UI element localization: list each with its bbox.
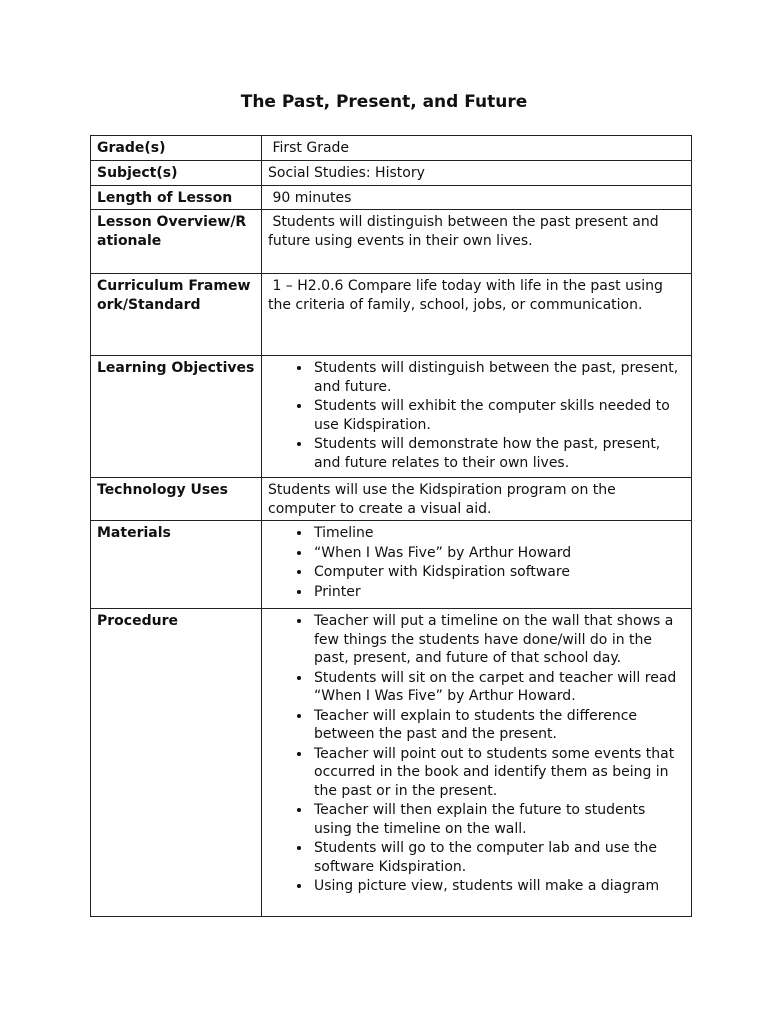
row-value-objectives	[262, 356, 692, 478]
row-value-procedure	[262, 609, 692, 917]
list-item: • “When I Was Five” by Arthur Howard	[312, 544, 685, 563]
row-label-grade: Grade(s)	[91, 136, 262, 161]
row-label-length: Length of Lesson	[91, 185, 262, 210]
row-value-grade: First Grade	[262, 136, 692, 161]
row-value-materials	[262, 521, 692, 609]
list-item: • Teacher will then explain the future to students using the timeline on the wall.	[312, 801, 685, 838]
table-row	[91, 210, 692, 274]
list-item: • Students will exhibit the computer skills needed to use Kidspiration.	[312, 397, 685, 434]
row-label-technology: Technology Uses	[91, 478, 262, 521]
lesson-plan-table	[90, 135, 692, 917]
table-row	[91, 356, 692, 478]
row-label-materials: Materials	[91, 521, 262, 609]
procedure-list	[268, 612, 685, 896]
table-row	[91, 478, 692, 521]
list-item: • Teacher will explain to students the difference between the past and the present.	[312, 707, 685, 744]
table-row	[91, 521, 692, 609]
row-value-curriculum: 1 – H2.0.6 Compare life today with life in the past using the criteria of family, school, jobs, or communication.	[262, 274, 692, 356]
row-label-objectives: Learning Objectives	[91, 356, 262, 478]
row-value-overview: Students will distinguish between the past present and future using events in their own lives.	[262, 210, 692, 274]
table-row	[91, 274, 692, 356]
list-item: • Students will go to the computer lab and use the software Kidspiration.	[312, 839, 685, 876]
row-label-overview: Lesson Overview/Rationale	[91, 210, 262, 274]
list-item: • Students will demonstrate how the past, present, and future relates to their own lives.	[312, 435, 685, 472]
objectives-list	[268, 359, 685, 472]
list-item: • Using picture view, students will make a diagram	[312, 877, 685, 896]
list-item: • Timeline	[312, 524, 685, 543]
row-label-curriculum: Curriculum Framework/Standard	[91, 274, 262, 356]
row-value-subject: Social Studies: History	[262, 160, 692, 185]
materials-list	[268, 524, 685, 601]
list-item: • Students will distinguish between the past, present, and future.	[312, 359, 685, 396]
table-row	[91, 609, 692, 917]
document-title: The Past, Present, and Future	[240, 92, 528, 112]
row-value-length: 90 minutes	[262, 185, 692, 210]
list-item: • Teacher will point out to students some events that occurred in the book and identify them as being in the past or in the present.	[312, 745, 685, 801]
table-row	[91, 160, 692, 185]
list-item: • Teacher will put a timeline on the wall that shows a few things the students have done/will do in the past, present, and future of that school day.	[312, 612, 685, 668]
row-label-subject: Subject(s)	[91, 160, 262, 185]
row-label-procedure: Procedure	[91, 609, 262, 917]
table-row	[91, 136, 692, 161]
row-value-technology: Students will use the Kidspiration program on the computer to create a visual aid.	[262, 478, 692, 521]
table-row	[91, 185, 692, 210]
list-item: • Printer	[312, 583, 685, 602]
list-item: • Computer with Kidspiration software	[312, 563, 685, 582]
list-item: • Students will sit on the carpet and teacher will read “When I Was Five” by Arthur Howard.	[312, 669, 685, 706]
